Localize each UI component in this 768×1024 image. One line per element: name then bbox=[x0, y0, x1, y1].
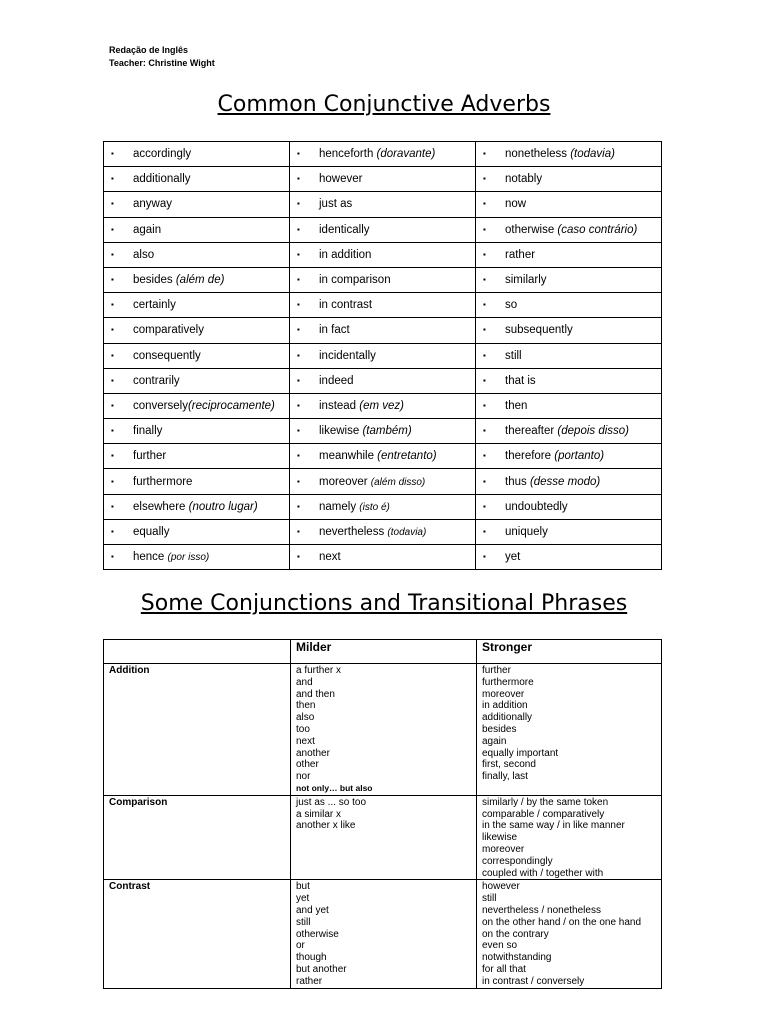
phrase-row bbox=[104, 795, 662, 880]
bullet-icon: ▪ bbox=[111, 476, 114, 486]
milder-item: also bbox=[296, 712, 315, 724]
phrase-category: Contrast bbox=[109, 881, 151, 893]
adverb-cell bbox=[290, 494, 476, 519]
milder-item: next bbox=[296, 735, 315, 747]
bullet-icon: ▪ bbox=[297, 375, 300, 385]
adverb-word: in fact bbox=[319, 324, 350, 337]
adverb-word: thereafter bbox=[505, 425, 558, 438]
bullet-icon: ▪ bbox=[297, 501, 300, 511]
adverb-word: uniquely bbox=[505, 525, 548, 538]
milder-item: another x like bbox=[296, 820, 356, 832]
bullet-icon: ▪ bbox=[297, 552, 300, 562]
adverb-cell bbox=[476, 444, 662, 469]
adverb-word: rather bbox=[505, 248, 536, 261]
milder-item: another bbox=[296, 747, 330, 759]
adverb-word: in comparison bbox=[319, 274, 391, 287]
adverb-cell bbox=[104, 217, 290, 242]
milder-item: and bbox=[296, 676, 313, 688]
adverb-translation: (além de) bbox=[175, 274, 225, 287]
milder-cell bbox=[291, 795, 477, 880]
adverb-cell bbox=[476, 519, 662, 544]
stronger-item: in addition bbox=[482, 700, 528, 712]
adverb-cell bbox=[104, 343, 290, 368]
adverb-word: meanwhile bbox=[319, 450, 378, 463]
adverb-cell bbox=[476, 494, 662, 519]
adverb-cell bbox=[290, 267, 476, 292]
stronger-cell bbox=[477, 664, 662, 796]
stronger-item: furthermore bbox=[482, 676, 534, 688]
milder-item: but bbox=[296, 881, 310, 893]
adverb-word: notably bbox=[505, 173, 543, 186]
adverb-word: also bbox=[133, 248, 155, 261]
adverb-word: likewise bbox=[319, 425, 363, 438]
stronger-item: besides bbox=[482, 723, 517, 735]
adverb-translation: (desse modo) bbox=[529, 475, 601, 488]
bullet-icon: ▪ bbox=[297, 275, 300, 285]
adverb-cell bbox=[476, 318, 662, 343]
adverb-word: otherwise bbox=[505, 223, 558, 236]
stronger-item: in the same way / in like manner bbox=[482, 820, 625, 832]
adverbs-title: Common Conjunctive Adverbs bbox=[217, 92, 551, 117]
adverb-word: just as bbox=[319, 198, 353, 211]
adverb-cell bbox=[104, 242, 290, 267]
adverb-word: then bbox=[505, 399, 528, 412]
adverb-word: that is bbox=[505, 374, 536, 387]
stronger-item: further bbox=[482, 665, 511, 676]
adverb-cell bbox=[290, 242, 476, 267]
adverb-row bbox=[104, 318, 662, 343]
stronger-item: however bbox=[482, 881, 520, 893]
bullet-icon: ▪ bbox=[297, 350, 300, 360]
adverb-word: namely bbox=[319, 500, 360, 513]
stronger-item: correspondingly bbox=[482, 855, 553, 867]
milder-item: but another bbox=[296, 963, 347, 975]
bullet-icon: ▪ bbox=[297, 325, 300, 335]
adverb-cell bbox=[290, 368, 476, 393]
bullet-icon: ▪ bbox=[297, 526, 300, 536]
adverb-word: still bbox=[505, 349, 522, 362]
bullet-icon: ▪ bbox=[297, 426, 300, 436]
adverb-row bbox=[104, 142, 662, 167]
stronger-item: first, second bbox=[482, 759, 536, 771]
adverb-word: undoubtedly bbox=[505, 500, 568, 513]
column-header-stronger: Stronger bbox=[477, 640, 662, 664]
adverb-word: however bbox=[319, 173, 363, 186]
phrase-category: Comparison bbox=[109, 796, 168, 808]
adverb-word: contrarily bbox=[133, 374, 180, 387]
bullet-icon: ▪ bbox=[483, 174, 486, 184]
adverb-cell bbox=[290, 192, 476, 217]
adverb-word: hence bbox=[133, 551, 168, 564]
adverb-cell bbox=[476, 469, 662, 494]
adverb-row bbox=[104, 242, 662, 267]
adverb-row bbox=[104, 393, 662, 418]
adverb-word: certainly bbox=[133, 299, 176, 312]
adverb-cell bbox=[290, 167, 476, 192]
adverb-translation: (em vez) bbox=[359, 399, 405, 412]
bullet-icon: ▪ bbox=[111, 325, 114, 335]
adverb-cell bbox=[104, 393, 290, 418]
bullet-icon: ▪ bbox=[297, 476, 300, 486]
adverb-translation: (caso contrário) bbox=[557, 223, 638, 236]
phrases-header-row bbox=[104, 640, 662, 664]
adverb-cell bbox=[476, 167, 662, 192]
adverb-cell bbox=[290, 419, 476, 444]
milder-item: other bbox=[296, 759, 319, 771]
bullet-icon: ▪ bbox=[483, 552, 486, 562]
bullet-icon: ▪ bbox=[111, 275, 114, 285]
adverb-row bbox=[104, 494, 662, 519]
adverb-word: henceforth bbox=[319, 148, 377, 161]
adverb-word: indeed bbox=[319, 374, 354, 387]
adverb-cell bbox=[104, 318, 290, 343]
adverb-cell bbox=[104, 142, 290, 167]
adverb-word: so bbox=[505, 299, 518, 312]
milder-item: yet bbox=[296, 893, 310, 905]
adverb-translation: (reciprocamente) bbox=[187, 399, 275, 412]
phrase-category-cell bbox=[104, 795, 291, 880]
adverb-word: therefore bbox=[505, 450, 555, 463]
milder-item: not only… but also bbox=[296, 782, 373, 793]
bullet-icon: ▪ bbox=[111, 224, 114, 234]
bullet-icon: ▪ bbox=[483, 426, 486, 436]
adverb-word: now bbox=[505, 198, 527, 211]
adverb-cell bbox=[476, 242, 662, 267]
bullet-icon: ▪ bbox=[483, 451, 486, 461]
bullet-icon: ▪ bbox=[483, 275, 486, 285]
milder-item: a similar x bbox=[296, 808, 342, 820]
adverb-cell bbox=[290, 469, 476, 494]
adverb-translation: (isto é) bbox=[359, 501, 390, 513]
adverb-cell bbox=[104, 192, 290, 217]
adverb-row bbox=[104, 343, 662, 368]
stronger-item: in contrast / conversely bbox=[482, 975, 585, 987]
adverb-cell bbox=[290, 142, 476, 167]
adverb-word: nevertheless bbox=[319, 525, 388, 538]
adverb-word: equally bbox=[133, 525, 170, 538]
adverb-word: finally bbox=[133, 425, 163, 438]
bullet-icon: ▪ bbox=[297, 224, 300, 234]
bullet-icon: ▪ bbox=[111, 149, 114, 159]
adverb-word: further bbox=[133, 450, 167, 463]
adverb-row bbox=[104, 368, 662, 393]
milder-item: and yet bbox=[296, 904, 329, 916]
adverb-translation: (depois disso) bbox=[557, 425, 630, 438]
adverb-word: subsequently bbox=[505, 324, 573, 337]
adverb-translation: (todavia) bbox=[387, 526, 427, 538]
adverb-cell bbox=[290, 545, 476, 570]
adverb-row bbox=[104, 217, 662, 242]
adverb-cell bbox=[290, 393, 476, 418]
adverb-word: anyway bbox=[133, 198, 172, 211]
adverb-cell bbox=[476, 267, 662, 292]
stronger-cell bbox=[477, 795, 662, 880]
adverb-word: moreover bbox=[319, 475, 371, 488]
adverb-cell bbox=[290, 217, 476, 242]
stronger-item: coupled with / together with bbox=[482, 867, 604, 879]
milder-cell bbox=[291, 880, 477, 988]
adverb-translation: (também) bbox=[362, 425, 412, 438]
adverb-word: conversely bbox=[133, 399, 188, 412]
document-header bbox=[109, 44, 215, 70]
milder-cell bbox=[291, 664, 477, 796]
bullet-icon: ▪ bbox=[297, 149, 300, 159]
bullet-icon: ▪ bbox=[483, 199, 486, 209]
stronger-item: finally, last bbox=[482, 771, 528, 783]
adverb-cell bbox=[290, 318, 476, 343]
adverb-translation: (todavia) bbox=[570, 148, 615, 161]
adverb-cell bbox=[104, 519, 290, 544]
bullet-icon: ▪ bbox=[297, 249, 300, 259]
milder-item: then bbox=[296, 700, 316, 712]
bullet-icon: ▪ bbox=[111, 174, 114, 184]
bullet-icon: ▪ bbox=[111, 426, 114, 436]
bullet-icon: ▪ bbox=[111, 249, 114, 259]
adverb-row bbox=[104, 519, 662, 544]
stronger-item: for all that bbox=[482, 963, 526, 975]
milder-item: and then bbox=[296, 688, 335, 700]
column-header-milder: Milder bbox=[291, 640, 477, 664]
bullet-icon: ▪ bbox=[483, 400, 486, 410]
adverb-cell bbox=[290, 519, 476, 544]
stronger-item: again bbox=[482, 735, 507, 747]
adverb-word: nonetheless bbox=[505, 148, 571, 161]
phrases-title: Some Conjunctions and Transitional Phrases bbox=[140, 591, 628, 616]
adverb-cell bbox=[104, 267, 290, 292]
bullet-icon: ▪ bbox=[297, 400, 300, 410]
adverb-word: incidentally bbox=[319, 349, 376, 362]
adverb-translation: (entretanto) bbox=[377, 450, 437, 463]
adverb-row bbox=[104, 545, 662, 570]
adverb-cell bbox=[104, 444, 290, 469]
stronger-item: even so bbox=[482, 940, 518, 952]
phrase-row bbox=[104, 880, 662, 988]
phrase-row bbox=[104, 664, 662, 796]
bullet-icon: ▪ bbox=[111, 451, 114, 461]
adverb-translation: (por isso) bbox=[167, 552, 210, 564]
bullet-icon: ▪ bbox=[111, 199, 114, 209]
stronger-item: similarly / by the same token bbox=[482, 796, 609, 808]
milder-item: nor bbox=[296, 771, 311, 783]
adverb-row bbox=[104, 293, 662, 318]
adverb-word: again bbox=[133, 223, 162, 236]
bullet-icon: ▪ bbox=[483, 476, 486, 486]
adverb-cell bbox=[290, 343, 476, 368]
bullet-icon: ▪ bbox=[111, 350, 114, 360]
milder-item: too bbox=[296, 723, 310, 735]
stronger-item: likewise bbox=[482, 832, 518, 844]
adverb-cell bbox=[476, 343, 662, 368]
bullet-icon: ▪ bbox=[483, 526, 486, 536]
adverb-word: yet bbox=[505, 551, 521, 564]
course-title: Redação de Inglês bbox=[109, 45, 189, 55]
stronger-item: on the contrary bbox=[482, 928, 549, 940]
adverb-word: similarly bbox=[505, 274, 547, 287]
adverb-word: elsewhere bbox=[133, 500, 189, 513]
phrase-category-cell bbox=[104, 664, 291, 796]
phrase-category: Addition bbox=[109, 665, 150, 676]
stronger-item: comparable / comparatively bbox=[482, 808, 605, 820]
adverb-row bbox=[104, 469, 662, 494]
adverb-word: identically bbox=[319, 223, 370, 236]
adverb-word: instead bbox=[319, 399, 360, 412]
phrases-table bbox=[103, 639, 662, 989]
adverb-row bbox=[104, 192, 662, 217]
adverb-word: consequently bbox=[133, 349, 201, 362]
adverb-cell bbox=[476, 368, 662, 393]
adverb-cell bbox=[290, 293, 476, 318]
adverb-cell bbox=[476, 293, 662, 318]
adverb-cell bbox=[476, 217, 662, 242]
adverb-word: comparatively bbox=[133, 324, 204, 337]
adverb-translation: (noutro lugar) bbox=[188, 500, 258, 513]
adverb-word: furthermore bbox=[133, 475, 193, 488]
bullet-icon: ▪ bbox=[483, 149, 486, 159]
milder-item: rather bbox=[296, 975, 323, 987]
adverb-cell bbox=[476, 192, 662, 217]
adverb-cell bbox=[104, 419, 290, 444]
milder-item: otherwise bbox=[296, 928, 339, 940]
teacher-name: Teacher: Christine Wight bbox=[109, 58, 215, 68]
bullet-icon: ▪ bbox=[483, 249, 486, 259]
bullet-icon: ▪ bbox=[483, 224, 486, 234]
adverb-cell bbox=[104, 545, 290, 570]
stronger-item: notwithstanding bbox=[482, 952, 552, 964]
bullet-icon: ▪ bbox=[111, 300, 114, 310]
stronger-item: still bbox=[482, 893, 497, 905]
adverb-word: in addition bbox=[319, 248, 372, 261]
bullet-icon: ▪ bbox=[111, 501, 114, 511]
adverb-cell bbox=[104, 494, 290, 519]
column-header-category bbox=[104, 640, 291, 664]
bullet-icon: ▪ bbox=[297, 451, 300, 461]
adverb-word: in contrast bbox=[319, 299, 373, 312]
adverb-cell bbox=[104, 167, 290, 192]
milder-item: though bbox=[296, 952, 327, 964]
bullet-icon: ▪ bbox=[297, 199, 300, 209]
bullet-icon: ▪ bbox=[111, 375, 114, 385]
stronger-item: moreover bbox=[482, 843, 525, 855]
adverb-row bbox=[104, 419, 662, 444]
bullet-icon: ▪ bbox=[297, 174, 300, 184]
bullet-icon: ▪ bbox=[111, 400, 114, 410]
adverb-cell bbox=[290, 444, 476, 469]
adverb-translation: (além disso) bbox=[370, 476, 426, 488]
adverb-word: next bbox=[319, 551, 341, 564]
adverb-cell bbox=[476, 142, 662, 167]
adverb-translation: (portanto) bbox=[554, 450, 605, 463]
stronger-item: moreover bbox=[482, 688, 525, 700]
adverb-word: accordingly bbox=[133, 148, 192, 161]
stronger-item: on the other hand / on the one hand bbox=[482, 916, 642, 928]
bullet-icon: ▪ bbox=[111, 526, 114, 536]
milder-item: or bbox=[296, 940, 305, 952]
bullet-icon: ▪ bbox=[483, 350, 486, 360]
milder-item: just as ... so too bbox=[296, 796, 367, 808]
adverb-word: additionally bbox=[133, 173, 191, 186]
adverb-row bbox=[104, 267, 662, 292]
adverb-row bbox=[104, 167, 662, 192]
bullet-icon: ▪ bbox=[297, 300, 300, 310]
adverb-cell bbox=[476, 545, 662, 570]
adverbs-table bbox=[103, 141, 662, 570]
bullet-icon: ▪ bbox=[483, 325, 486, 335]
adverb-cell bbox=[104, 368, 290, 393]
phrase-category-cell bbox=[104, 880, 291, 988]
bullet-icon: ▪ bbox=[111, 552, 114, 562]
adverb-word: besides bbox=[133, 274, 176, 287]
stronger-item: nevertheless / nonetheless bbox=[482, 904, 601, 916]
adverb-translation: (doravante) bbox=[376, 148, 436, 161]
adverb-row bbox=[104, 444, 662, 469]
bullet-icon: ▪ bbox=[483, 501, 486, 511]
adverb-cell bbox=[476, 419, 662, 444]
adverb-cell bbox=[104, 293, 290, 318]
milder-item: a further x bbox=[296, 665, 342, 676]
adverb-word: thus bbox=[505, 475, 530, 488]
milder-item: still bbox=[296, 916, 311, 928]
adverb-cell bbox=[476, 393, 662, 418]
adverb-cell bbox=[104, 469, 290, 494]
stronger-item: additionally bbox=[482, 712, 533, 724]
stronger-item: equally important bbox=[482, 747, 559, 759]
bullet-icon: ▪ bbox=[483, 375, 486, 385]
bullet-icon: ▪ bbox=[483, 300, 486, 310]
stronger-cell bbox=[477, 880, 662, 988]
